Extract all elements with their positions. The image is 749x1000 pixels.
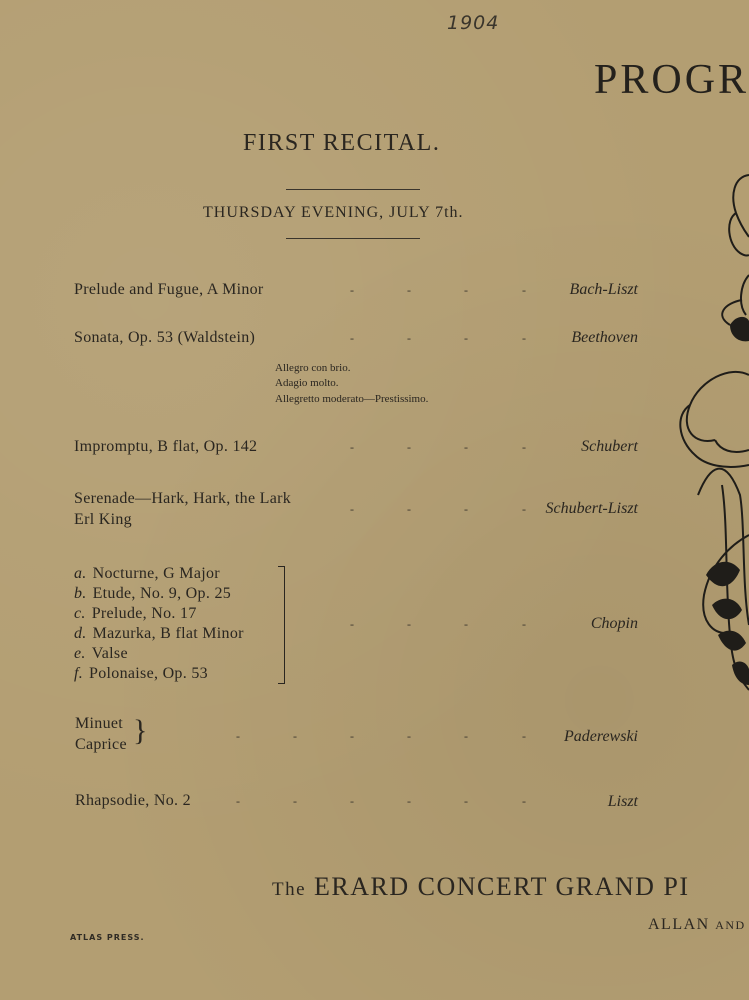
piano-credit-small: The xyxy=(272,879,307,900)
sub-item xyxy=(74,645,128,663)
program-item-title: Sonata, Op. 53 (Waldstein) xyxy=(74,329,256,346)
sub-item xyxy=(74,625,244,643)
piano-credit xyxy=(272,872,690,902)
year-annotation: 1904 xyxy=(447,12,500,34)
sub-item-text: Valse xyxy=(91,645,128,662)
movement-line: Allegretto moderato—Prestissimo. xyxy=(275,393,429,405)
divider-top xyxy=(286,189,420,190)
recital-title: FIRST RECITAL. xyxy=(243,130,441,156)
program-item-title: Erl King xyxy=(74,511,132,528)
sub-item-letter: a. xyxy=(74,565,87,582)
sub-item-text: Polonaise, Op. 53 xyxy=(89,665,208,682)
divider-bottom xyxy=(286,238,420,239)
program-item-title: Serenade—Hark, Hark, the Lark xyxy=(74,490,292,507)
sub-item-text: Nocturne, G Major xyxy=(92,565,220,582)
program-item-composer: Chopin xyxy=(590,615,638,632)
program-item-title: Rhapsodie, No. 2 xyxy=(75,792,191,809)
agent-credit-small: AND xyxy=(715,918,746,932)
brace-icon: } xyxy=(133,714,148,747)
program-item-title: Caprice xyxy=(75,736,127,753)
movement-line: Adagio molto. xyxy=(275,377,339,389)
sub-item-text: Mazurka, B flat Minor xyxy=(92,625,244,642)
program-item-composer: Beethoven xyxy=(571,329,638,346)
program-item-composer: Liszt xyxy=(607,793,638,810)
agent-credit xyxy=(648,916,746,934)
sub-item xyxy=(74,565,220,583)
program-item-composer: Schubert xyxy=(581,438,638,455)
floral-illustration-icon xyxy=(670,165,749,700)
agent-credit-text: ALLAN xyxy=(648,916,710,933)
sub-item xyxy=(74,605,197,623)
program-item-title: Prelude and Fugue, A Minor xyxy=(74,281,264,298)
program-item-composer: Bach-Liszt xyxy=(569,281,638,298)
sub-item xyxy=(74,665,208,683)
sub-item-letter: f. xyxy=(74,665,84,682)
sub-item xyxy=(74,585,231,603)
program-item-composer: Paderewski xyxy=(563,728,638,745)
program-item-title: Minuet xyxy=(75,715,124,732)
program-item-title: Impromptu, B flat, Op. 142 xyxy=(74,438,258,455)
sub-item-text: Etude, No. 9, Op. 25 xyxy=(92,585,232,602)
recital-date: THURSDAY EVENING, JULY 7th. xyxy=(203,204,464,221)
sub-item-letter: d. xyxy=(74,625,87,642)
sub-item-letter: e. xyxy=(74,645,86,662)
printer-imprint: ATLAS PRESS. xyxy=(70,933,145,942)
program-heading: PROGR xyxy=(594,57,749,103)
program-item-composer: Schubert-Liszt xyxy=(545,500,638,517)
piano-credit-text: ERARD CONCERT GRAND PI xyxy=(314,872,690,901)
sub-item-text: Prelude, No. 17 xyxy=(91,605,197,622)
movement-line: Allegro con brio. xyxy=(275,362,351,374)
sub-item-letter: b. xyxy=(74,585,87,602)
sub-item-letter: c. xyxy=(74,605,86,622)
group-bracket xyxy=(278,566,285,684)
